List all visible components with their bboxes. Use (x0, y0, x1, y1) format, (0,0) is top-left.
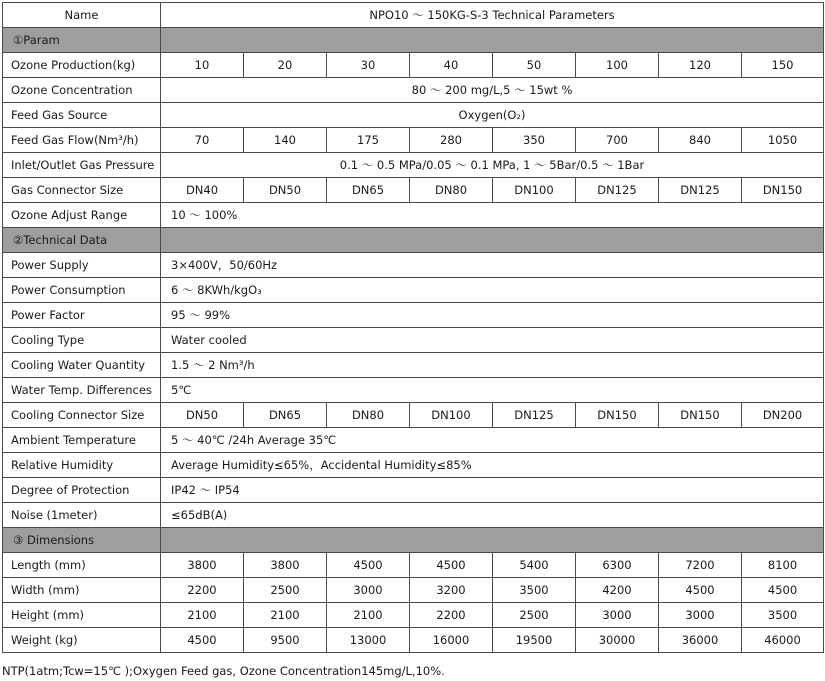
spanned-value-cell: 80 ～ 200 mg/L,5 ～ 15wt % (161, 78, 824, 103)
value-cell: 30 (327, 53, 410, 78)
value-cell: 840 (659, 128, 742, 153)
section-header-row (3, 228, 824, 253)
value-cell: DN150 (659, 403, 742, 428)
row-label: Relative Humidity (3, 453, 161, 478)
value-cell: 140 (244, 128, 327, 153)
table-row (3, 153, 824, 178)
value-cell: 7200 (659, 553, 742, 578)
value-cell: 150 (742, 53, 824, 78)
value-cell: 40 (410, 53, 493, 78)
table-row (3, 303, 824, 328)
table-row (3, 103, 824, 128)
value-cell: DN200 (742, 403, 824, 428)
row-label: Inlet/Outlet Gas Pressure (3, 153, 161, 178)
section-header-row (3, 28, 824, 53)
table-title: NPO10 ～ 150KG-S-3 Technical Parameters (161, 3, 824, 28)
row-label: Cooling Water Quantity (3, 353, 161, 378)
table-row (3, 78, 824, 103)
value-cell: DN125 (493, 403, 576, 428)
text-value-cell: 1.5 ～ 2 Nm³/h (161, 353, 824, 378)
value-cell: 30000 (576, 628, 659, 653)
value-cell: 10 (161, 53, 244, 78)
row-label: Height (mm) (3, 603, 161, 628)
value-cell: 2100 (244, 603, 327, 628)
value-cell: 3200 (410, 578, 493, 603)
section-title: ③ Dimensions (3, 528, 161, 553)
table-row (3, 428, 824, 453)
value-cell: 19500 (493, 628, 576, 653)
row-label: Power Supply (3, 253, 161, 278)
value-cell: 4500 (742, 578, 824, 603)
text-value-cell: Water cooled (161, 328, 824, 353)
table-row (3, 178, 824, 203)
row-label: Ozone Production(kg) (3, 53, 161, 78)
section-title: ②Technical Data (3, 228, 161, 253)
value-cell: 50 (493, 53, 576, 78)
value-cell: 4200 (576, 578, 659, 603)
value-cell: 46000 (742, 628, 824, 653)
section-title: ①Param (3, 28, 161, 53)
row-label: Water Temp. Differences (3, 378, 161, 403)
value-cell: 6300 (576, 553, 659, 578)
value-cell: 2500 (244, 578, 327, 603)
row-label: Feed Gas Source (3, 103, 161, 128)
value-cell: 3800 (244, 553, 327, 578)
value-cell: 100 (576, 53, 659, 78)
value-cell: DN100 (493, 178, 576, 203)
section-filler (161, 28, 824, 53)
text-value-cell: 3×400V，50/60Hz (161, 253, 824, 278)
value-cell: 4500 (161, 628, 244, 653)
table-row (3, 203, 824, 228)
value-cell: 2100 (327, 603, 410, 628)
spanned-value-cell: Oxygen(O₂) (161, 103, 824, 128)
value-cell: 4500 (410, 553, 493, 578)
text-value-cell: Average Humidity≤65%，Accidental Humidity≤85% (161, 453, 824, 478)
name-header: Name (3, 3, 161, 28)
value-cell: DN50 (161, 403, 244, 428)
spanned-value-cell: 0.1 ～ 0.5 MPa/0.05 ～ 0.1 MPa, 1 ～ 5Bar/0.5 ～ 1Bar (161, 153, 824, 178)
section-header-row (3, 528, 824, 553)
value-cell: 2100 (161, 603, 244, 628)
table-row (3, 628, 824, 653)
table-row (3, 53, 824, 78)
value-cell: DN100 (410, 403, 493, 428)
value-cell: 3500 (742, 603, 824, 628)
value-cell: 700 (576, 128, 659, 153)
table-row (3, 578, 824, 603)
row-label: Feed Gas Flow(Nm³/h) (3, 128, 161, 153)
table-row (3, 253, 824, 278)
row-label: Weight (kg) (3, 628, 161, 653)
value-cell: 1050 (742, 128, 824, 153)
text-value-cell: 95 ～ 99% (161, 303, 824, 328)
value-cell: DN65 (327, 178, 410, 203)
row-label: Ambient Temperature (3, 428, 161, 453)
value-cell: DN50 (244, 178, 327, 203)
value-cell: DN125 (659, 178, 742, 203)
value-cell: DN65 (244, 403, 327, 428)
value-cell: 4500 (659, 578, 742, 603)
table-row (3, 353, 824, 378)
text-value-cell: 6 ～ 8KWh/kgO₃ (161, 278, 824, 303)
value-cell: 3000 (576, 603, 659, 628)
value-cell: 36000 (659, 628, 742, 653)
text-value-cell: 5 ～ 40℃ /24h Average 35℃ (161, 428, 824, 453)
table-row (3, 553, 824, 578)
value-cell: 3000 (659, 603, 742, 628)
header-row (3, 3, 824, 28)
text-value-cell: IP42 ～ IP54 (161, 478, 824, 503)
row-label: Power Factor (3, 303, 161, 328)
table-row (3, 128, 824, 153)
value-cell: DN80 (327, 403, 410, 428)
value-cell: 3800 (161, 553, 244, 578)
value-cell: 8100 (742, 553, 824, 578)
value-cell: 20 (244, 53, 327, 78)
row-label: Length (mm) (3, 553, 161, 578)
row-label: Ozone Concentration (3, 78, 161, 103)
table-row (3, 328, 824, 353)
value-cell: 2200 (161, 578, 244, 603)
value-cell: 280 (410, 128, 493, 153)
value-cell: DN80 (410, 178, 493, 203)
footnote: NTP(1atm;Tcw=15℃ );Oxygen Feed gas, Ozone Concentration145mg/L,10%. (2, 664, 445, 678)
row-label: Cooling Type (3, 328, 161, 353)
text-value-cell: 10 ～ 100% (161, 203, 824, 228)
text-value-cell: ≤65dB(A) (161, 503, 824, 528)
row-label: Cooling Connector Size (3, 403, 161, 428)
text-value-cell: 5℃ (161, 378, 824, 403)
technical-parameters-table (2, 2, 824, 653)
value-cell: 16000 (410, 628, 493, 653)
value-cell: 3500 (493, 578, 576, 603)
row-label: Degree of Protection (3, 478, 161, 503)
value-cell: 3000 (327, 578, 410, 603)
table-row (3, 403, 824, 428)
table-row (3, 378, 824, 403)
table-row (3, 503, 824, 528)
value-cell: 4500 (327, 553, 410, 578)
value-cell: 2200 (410, 603, 493, 628)
row-label: Width (mm) (3, 578, 161, 603)
value-cell: 70 (161, 128, 244, 153)
row-label: Ozone Adjust Range (3, 203, 161, 228)
section-filler (161, 528, 824, 553)
table-row (3, 478, 824, 503)
value-cell: 175 (327, 128, 410, 153)
table-row (3, 278, 824, 303)
table-row (3, 453, 824, 478)
value-cell: DN40 (161, 178, 244, 203)
value-cell: DN150 (742, 178, 824, 203)
value-cell: 5400 (493, 553, 576, 578)
value-cell: 13000 (327, 628, 410, 653)
value-cell: 2500 (493, 603, 576, 628)
row-label: Power Consumption (3, 278, 161, 303)
table-row (3, 603, 824, 628)
row-label: Noise (1meter) (3, 503, 161, 528)
row-label: Gas Connector Size (3, 178, 161, 203)
section-filler (161, 228, 824, 253)
value-cell: 120 (659, 53, 742, 78)
value-cell: DN150 (576, 403, 659, 428)
value-cell: DN125 (576, 178, 659, 203)
value-cell: 350 (493, 128, 576, 153)
value-cell: 9500 (244, 628, 327, 653)
